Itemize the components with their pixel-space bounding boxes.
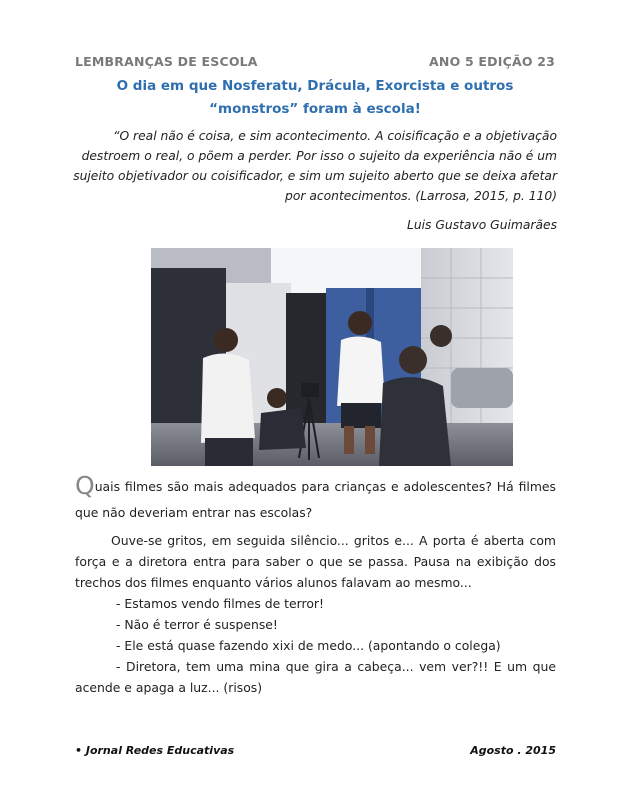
- article-title-line-2: “monstros” foram à escola!: [209, 101, 421, 117]
- article-title-line-1: O dia em que Nosferatu, Drácula, Exorcista e outros: [116, 78, 514, 94]
- dialog-line-3: - Ele está quase fazendo xixi de medo... (apontando o colega): [116, 638, 501, 653]
- journal-name: • Jornal Redes Educativas: [75, 744, 235, 757]
- classroom-photo: [151, 248, 513, 466]
- paragraph-1: Ouve-se gritos, em seguida silêncio... gritos e... A porta é aberta com força e a diretora entra para saber o que se passa. Pausa na exibição dos trechos dos filmes enquanto vários alunos falavam ao mesmo...: [75, 533, 556, 590]
- page-header: [75, 54, 555, 69]
- drop-cap: Q: [75, 471, 95, 500]
- article-author: Luis Gustavo Guimarães: [407, 218, 557, 232]
- dialog-line-1: - Estamos vendo filmes de terror!: [116, 596, 324, 611]
- page-footer: [75, 744, 556, 757]
- dialog-line-2: - Não é terror é suspense!: [116, 617, 278, 632]
- article-title: [60, 75, 570, 121]
- intro-paragraph: [75, 471, 556, 526]
- section-title: LEMBRANÇAS DE ESCOLA: [75, 54, 258, 69]
- epigraph-quote: “O real não é coisa, e sim acontecimento. A coisificação e a objetivação destroem o real, o põem a perder. Por isso o sujeito da experiência não é um sujeito objetivador ou coisificador, e sim um sujeito aberto que se deixa afetar por acontecimentos. (Larrosa, 2015, p. 110): [73, 129, 557, 203]
- dialog-line-4: - Diretora, tem uma mina que gira a cabeça... vem ver?!! E um que acende e apaga a luz... (risos): [75, 659, 556, 695]
- edition-label: ANO 5 EDIÇÃO 23: [429, 54, 555, 69]
- article-body: [75, 471, 556, 698]
- issue-date: Agosto . 2015: [470, 744, 556, 757]
- intro-text: uais filmes são mais adequados para crianças e adolescentes? Há filmes que não deveriam entrar nas escolas?: [75, 479, 556, 520]
